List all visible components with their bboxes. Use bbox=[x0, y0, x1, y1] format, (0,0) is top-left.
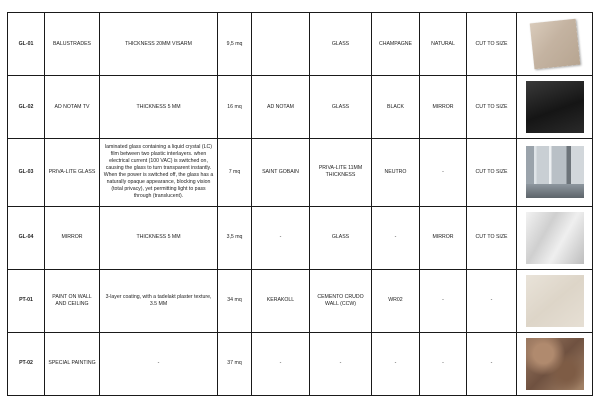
material: - bbox=[310, 332, 372, 395]
size: - bbox=[467, 332, 517, 395]
material-code: GL-03 bbox=[8, 139, 45, 207]
finish: - bbox=[420, 269, 467, 332]
table-row bbox=[8, 332, 593, 395]
item-name: MIRROR bbox=[45, 206, 100, 269]
color: - bbox=[372, 206, 420, 269]
swatch-cell bbox=[517, 332, 593, 395]
size: CUT TO SIZE bbox=[467, 13, 517, 76]
table-row bbox=[8, 206, 593, 269]
table-row bbox=[8, 13, 593, 76]
material: PRIVA-LITE 11MM THICKNESS bbox=[310, 139, 372, 207]
swatch-cell bbox=[517, 206, 593, 269]
description: laminated glass containing a liquid crystal (LC) film between two plastic interlayers. when electrical current (100 VAC) is switched on, causing the glass to turn transparent instantly. When the power is switched off, the glass has a naturally opaque appearance, blocking vision (total privacy), yet permitting light to pass through (translucent). bbox=[100, 139, 218, 207]
swatch-cell bbox=[517, 269, 593, 332]
material: GLASS bbox=[310, 13, 372, 76]
quantity: 9,5 mq bbox=[218, 13, 252, 76]
table-row bbox=[8, 76, 593, 139]
finish: MIRROR bbox=[420, 76, 467, 139]
finish: MIRROR bbox=[420, 206, 467, 269]
finish: - bbox=[420, 332, 467, 395]
size: CUT TO SIZE bbox=[467, 206, 517, 269]
item-name: PAINT ON WALL AND CEILING bbox=[45, 269, 100, 332]
description: THICKNESS 5 MM bbox=[100, 76, 218, 139]
supplier: - bbox=[252, 332, 310, 395]
material-code: GL-01 bbox=[8, 13, 45, 76]
table-row bbox=[8, 139, 593, 207]
table-row bbox=[8, 269, 593, 332]
size: - bbox=[467, 269, 517, 332]
color: - bbox=[372, 332, 420, 395]
supplier bbox=[252, 13, 310, 76]
black-glass-swatch-image bbox=[526, 81, 584, 133]
color: NEUTRO bbox=[372, 139, 420, 207]
quantity: 34 mq bbox=[218, 269, 252, 332]
material-code: GL-02 bbox=[8, 76, 45, 139]
material: GLASS bbox=[310, 206, 372, 269]
swatch-cell bbox=[517, 139, 593, 207]
special-painting-swatch-image bbox=[526, 338, 584, 390]
description: THICKNESS 20MM VISARM bbox=[100, 13, 218, 76]
champagne-glass-swatch-image bbox=[526, 18, 584, 70]
privalite-interior-swatch-image bbox=[526, 146, 584, 198]
color: CHAMPAGNE bbox=[372, 13, 420, 76]
description: - bbox=[100, 332, 218, 395]
item-name: SPECIAL PAINTING bbox=[45, 332, 100, 395]
quantity: 16 mq bbox=[218, 76, 252, 139]
quantity: 3,5 mq bbox=[218, 206, 252, 269]
supplier: AD NOTAM bbox=[252, 76, 310, 139]
material-code: GL-04 bbox=[8, 206, 45, 269]
material: CEMENTO CRUDO WALL (CCW) bbox=[310, 269, 372, 332]
supplier: SAINT GOBAIN bbox=[252, 139, 310, 207]
material-schedule-table bbox=[7, 12, 593, 396]
finish: - bbox=[420, 139, 467, 207]
plaster-paint-swatch-image bbox=[526, 275, 584, 327]
item-name: BALUSTRADES bbox=[45, 13, 100, 76]
color: WR02 bbox=[372, 269, 420, 332]
size: CUT TO SIZE bbox=[467, 76, 517, 139]
swatch-cell bbox=[517, 13, 593, 76]
supplier: - bbox=[252, 206, 310, 269]
swatch-cell bbox=[517, 76, 593, 139]
item-name: PRIVA-LITE GLASS bbox=[45, 139, 100, 207]
size: CUT TO SIZE bbox=[467, 139, 517, 207]
finish: NATURAL bbox=[420, 13, 467, 76]
supplier: KERAKOLL bbox=[252, 269, 310, 332]
quantity: 37 mq bbox=[218, 332, 252, 395]
material: GLASS bbox=[310, 76, 372, 139]
color: BLACK bbox=[372, 76, 420, 139]
description: THICKNESS 5 MM bbox=[100, 206, 218, 269]
material-code: PT-02 bbox=[8, 332, 45, 395]
quantity: 7 mq bbox=[218, 139, 252, 207]
material-code: PT-01 bbox=[8, 269, 45, 332]
description: 3-layer coating, with a tadelakt plaster texture, 3.5 MM bbox=[100, 269, 218, 332]
mirror-swatch-image bbox=[526, 212, 584, 264]
item-name: AD NOTAM TV bbox=[45, 76, 100, 139]
